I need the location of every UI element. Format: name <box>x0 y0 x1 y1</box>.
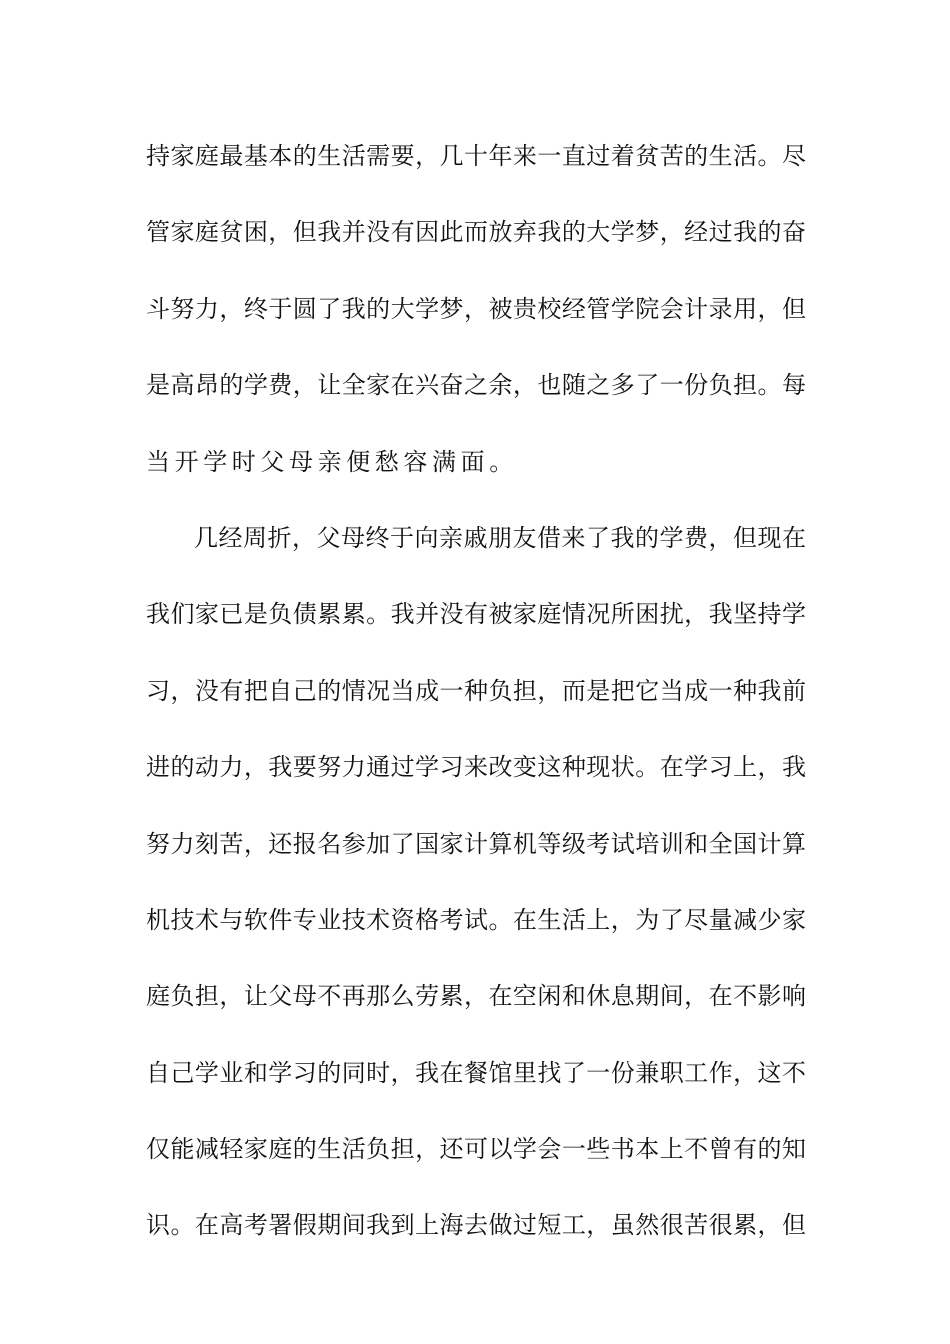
text-line: 进的动力，我要努力通过学习来改变这种现状。在学习上，我 <box>146 753 806 782</box>
text-line: 斗努力，终于圆了我的大学梦，被贵校经管学院会计录用，但 <box>146 294 806 323</box>
text-line: 管家庭贫困，但我并没有因此而放弃我的大学梦，经过我的奋 <box>146 218 806 247</box>
text-line: 习，没有把自己的情况当成一种负担，而是把它当成一种我前 <box>146 676 806 705</box>
text-line: 机技术与软件专业技术资格考试。在生活上，为了尽量减少家 <box>146 905 806 934</box>
text-line: 识。在高考署假期间我到上海去做过短工，虽然很苦很累，但 <box>146 1211 806 1240</box>
text-line: 庭负担，让父母不再那么劳累，在空闲和休息期间，在不影响 <box>146 982 806 1011</box>
text-line: 自己学业和学习的同时，我在餐馆里找了一份兼职工作，这不 <box>146 1058 806 1087</box>
text-line: 仅能减轻家庭的生活负担，还可以学会一些书本上不曾有的知 <box>146 1135 806 1164</box>
text-line: 持家庭最基本的生活需要，几十年来一直过着贫苦的生活。尽 <box>146 142 806 170</box>
body-text <box>146 128 806 1274</box>
text-line: 是高昂的学费，让全家在兴奋之余，也随之多了一份负担。每 <box>146 371 806 400</box>
text-line: 当开学时父母亲便愁容满面。 <box>146 447 518 476</box>
text-line: 我们家已是负债累累。我并没有被家庭情况所困扰，我坚持学 <box>146 600 806 629</box>
paragraph-first-line: 几经周折，父母终于向亲戚朋友借来了我的学费，但现在 <box>194 523 806 552</box>
text-line: 努力刻苦，还报名参加了国家计算机等级考试培训和全国计算 <box>146 829 806 858</box>
